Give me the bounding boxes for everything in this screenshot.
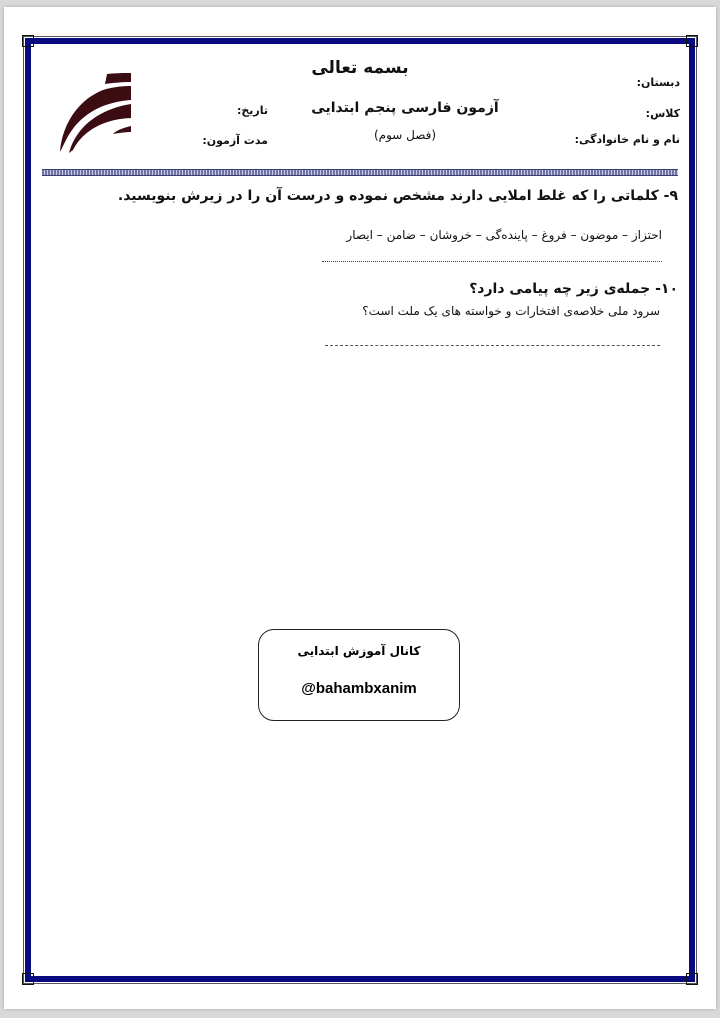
name-label: نام و نام خانوادگی: (574, 133, 680, 146)
question-10-sentence: سرود ملی خلاصه‌ی افتخارات و خواسته های یک ملت است؟ (362, 304, 660, 318)
channel-promo-box (258, 629, 460, 721)
question-9-word-list: احتزاز – موضون – فروغ – پاینده‌گی – خروشان – ضامن – ایصار (346, 228, 662, 242)
exam-subtitle: (فصل سوم) (373, 128, 437, 142)
header-divider (42, 169, 678, 176)
border-corner-ornament (686, 35, 698, 47)
border-corner-ornament (686, 973, 698, 985)
promo-title: کانال آموزش ابتدایی (297, 644, 421, 658)
border-corner-ornament (22, 973, 34, 985)
question-9-prompt: ۹- کلماتی را که غلط املایی دارند مشخص نموده و درست آن را در زیرش بنویسید. (117, 188, 678, 204)
exam-title: آزمون فارسی پنجم ابتدایی (311, 100, 499, 116)
duration-label: مدت آزمون: (202, 134, 268, 147)
question-9-answer-line[interactable] (322, 261, 662, 262)
class-label: کلاس: (645, 107, 680, 120)
page-border-frame (25, 38, 695, 982)
basmala-heading: بسمه تعالی (311, 58, 409, 78)
school-label: دبستان: (636, 76, 680, 89)
question-10-answer-line[interactable] (325, 345, 660, 346)
date-label: تاریخ: (236, 104, 268, 117)
promo-handle: @bahambxanim (301, 680, 417, 697)
stripes-logo-icon (55, 72, 135, 154)
border-corner-ornament (22, 35, 34, 47)
question-10-prompt: ۱۰- جمله‌ی زیر چه پیامی دارد؟ (469, 281, 678, 297)
